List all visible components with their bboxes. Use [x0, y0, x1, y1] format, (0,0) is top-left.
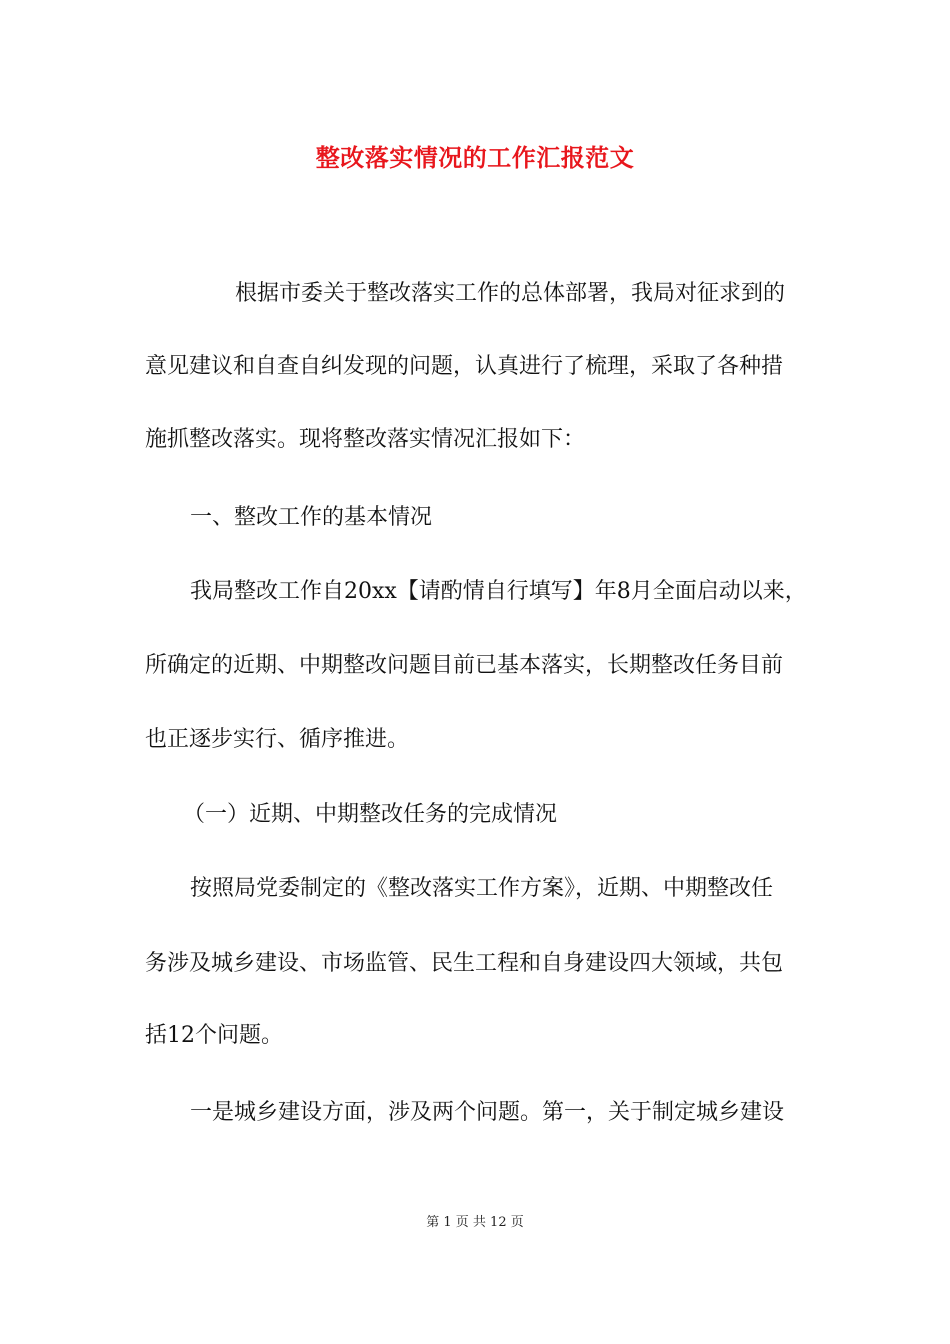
paragraph-line: 一是城乡建设方面，涉及两个问题。第一，关于制定城乡建设	[190, 1100, 785, 1125]
paragraph-line: 括12个问题。	[145, 1023, 283, 1048]
page-number-footer: 第 1 页 共 12 页	[426, 1215, 524, 1230]
paragraph-line: 施抓整改落实。现将整改落实情况汇报如下：	[145, 427, 586, 452]
paragraph-line: 意见建议和自查自纠发现的问题，认真进行了梳理，采取了各种措	[145, 354, 784, 379]
paragraph-line: 也正逐步实行、循序推进。	[145, 727, 410, 752]
paragraph-line: 我局整改工作自20xx【请酌情自行填写】年8月全面启动以来，	[190, 579, 807, 604]
paragraph-line: 所确定的近期、中期整改问题目前已基本落实，长期整改任务目前	[145, 653, 784, 678]
paragraph-line: 根据市委关于整改落实工作的总体部署，我局对征求到的	[235, 281, 786, 306]
subsection-heading: （一）近期、中期整改任务的完成情况	[183, 802, 558, 827]
paragraph-line: 务涉及城乡建设、市场监管、民生工程和自身建设四大领域，共包	[145, 951, 784, 976]
paragraph-line: 按照局党委制定的《整改落实工作方案》，近期、中期整改任	[190, 876, 774, 901]
section-heading: 一、整改工作的基本情况	[190, 505, 433, 530]
document-title: 整改落实情况的工作汇报范文	[315, 143, 635, 172]
